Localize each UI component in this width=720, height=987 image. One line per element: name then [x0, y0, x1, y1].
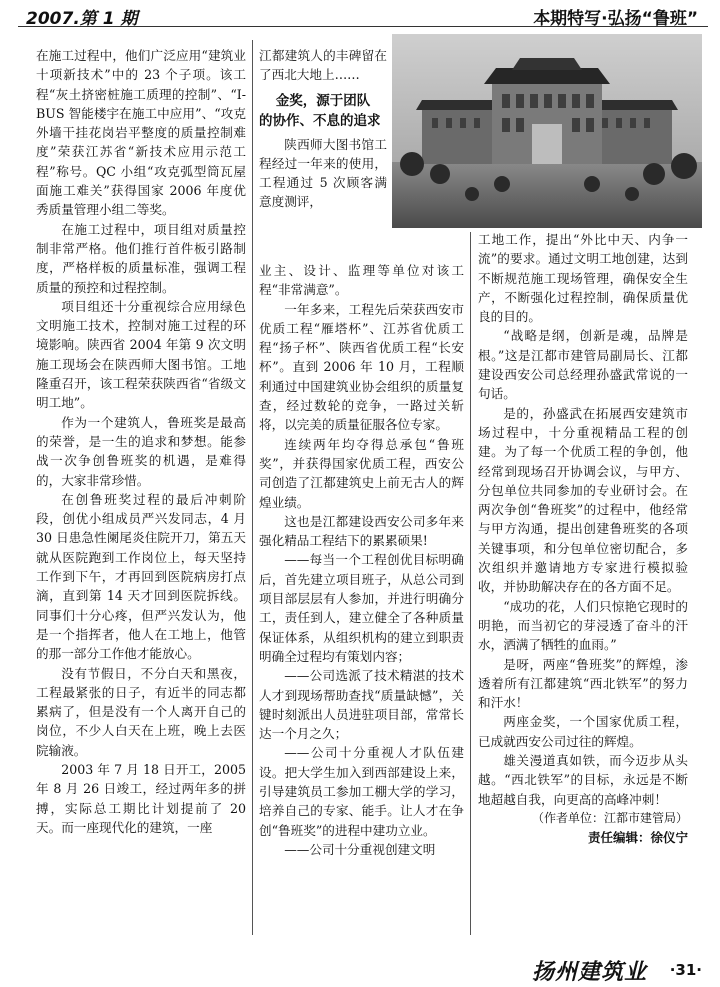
paragraph: 在施工过程中，他们广泛应用“建筑业十项新技术”中的 23 个子项。该工程“灰土挤密桩施工质理的控制”、“I- BUS 智能楼宇在施工中应用”、“攻克外墙干挂花岗岩平整度的质量控制难度”荣获江苏省“新技术应用示范工程”称号。QC 小组“攻克弧型筒瓦屋面施工难关”获得国家 2006 年度优秀质量管理小组二等奖。	[36, 48, 246, 218]
paragraph: 这也是江都建设西安公司多年来强化精品工程结下的累累硕果!	[259, 513, 464, 549]
building-photo	[392, 34, 702, 228]
paragraph: 2003 年 7 月 18 日开工，2005 年 8 月 26 日竣工，经过两年多的拼搏，实际总工期比计划提前了 20 天。而一座现代化的建筑，一座	[36, 761, 246, 835]
paragraph: 没有节假日，不分白天和黑夜，工程最紧张的日子，有近半的同志都累病了，但是没有一个人离开自己的岗位，不少人白天在上班，晚上去医院输液。	[36, 665, 246, 758]
paragraph: ——公司选派了技术精湛的技术人才到现场帮助查找“质量缺憾”，关键时刻派出人员进驻项目部，常常长达一个月之久；	[259, 668, 464, 742]
paragraph: 项目组还十分重视综合应用绿色文明施工技术，控制对施工过程的环境影响。陕西省 2004 年第 9 次文明施工现场会在陕西师大图书馆。工地隆重召开，该工程荣获陕西省“省级文明工地”。	[36, 298, 246, 411]
building-photo-illustration	[392, 34, 702, 228]
page-number: ·31·	[669, 961, 702, 979]
issue-label: 2007.第 1 期	[26, 9, 138, 29]
article-column-2	[259, 261, 464, 859]
paragraph: 连续两年均夺得总承包“鲁班奖”，并获得国家优质工程，西安公司创造了江都建筑史上前无古人的辉煌业绩。	[259, 436, 464, 510]
section-title: 本期特写·弘扬“鲁班”	[533, 9, 698, 29]
paragraph: 雄关漫道真如铁，而今迈步从头越。“西北铁军”的目标，永远是不断地超越自我，向更高的高峰冲刺！	[478, 753, 688, 807]
subheading-line: 的协作、不息的追求	[259, 112, 381, 129]
article-column-2-top	[259, 46, 387, 212]
article-column-1	[36, 46, 246, 936]
paragraph: ——每当一个工程创优目标明确后，首先建立项目班子，从总公司到项目部层层有人参加，并进行明确分工，责任到人，建立健全了各种质量保证体系，从组织机构的建立到职责明确全过程均有策划内容；	[259, 552, 464, 664]
paragraph: 作为一个建筑人，鲁班奖是最高的荣誉，是一生的追求和梦想。能参战一次争创鲁班奖的机遇，是难得的，大家非常珍惜。	[36, 414, 246, 488]
page-footer	[520, 955, 710, 983]
paragraph: 陕西师大图书馆工程经过一年来的使用，工程通过 5 次顾客满意度测评，	[259, 136, 387, 210]
paragraph: 一年多来，工程先后荣获西安市优质工程“雁塔杯”、江苏省优质工程“扬子杯”、陕西省优质工程“长安杯”。直到 2006 年 10 月，工程顺利通过中国建筑业协会组织的质量复查，经过数轮的竞争，一路过关斩将，以完美的质量征服各位专家。	[259, 301, 464, 433]
author-affiliation: （作者单位：江都市建管局）	[531, 810, 688, 825]
paragraph: ——公司十分重视创建文明	[284, 841, 436, 857]
article-column-3	[478, 230, 688, 848]
paragraph: 是的，孙盛武在拓展西安建筑市场过程中，十分重视精品工程的创建。为了每一个优质工程的争创，他经常到现场召开协调会议，与甲方、分包单位共同参加的专业研讨会。在两次争创“鲁班奖”的过程中，他经常与甲方沟通，提出创建鲁班奖的各项关键事项，和分包单位密切配合，多次组织并邀请地方专家进行模拟验收，并协助解决存在的各方面不足。	[478, 405, 688, 595]
paragraph: 江都建筑人的丰碑留在了西北大地上……	[259, 48, 387, 83]
editor-credit: 责任编辑：徐仪宁	[587, 830, 688, 846]
subheading-line: 金奖，源于团队	[275, 92, 371, 109]
subheading	[259, 91, 387, 131]
paragraph: 是呀，两座“鲁班奖”的辉煌，渗透着所有江都建筑“西北铁军”的努力和汗水！	[478, 656, 688, 711]
paragraph: “成功的花，人们只惊艳它现时的明艳，而当初它的芽浸透了奋斗的汗水，洒满了牺牲的血雨。”	[478, 598, 688, 653]
magazine-logo: 扬州建筑业	[532, 959, 648, 985]
paragraph: 工地工作，提出“外比中天、内争一流”的要求。通过文明工地创建，达到不断规范施工现场管理，确保安全生产，不断强化过程控制，确保质量优良的目的。	[478, 232, 688, 325]
paragraph: 两座金奖，一个国家优质工程，已成就西安公司过往的辉煌。	[478, 714, 688, 749]
paragraph: 在施工过程中，项目组对质量控制非常严格。他们推行首件板引路制度，严格样板的质量标准，强调工程质量的预控和过程控制。	[36, 221, 246, 295]
paragraph: ——公司十分重视人才队伍建设。把大学生加入到西部建设上来，引导建筑员工参加工棚大学的学习，培养自己的专家、能手。让人才在争创“鲁班奖”的进程中建功立业。	[259, 745, 464, 838]
paragraph: “战略是纲，创新是魂，品牌是根。”这是江都市建管局副局长、江都建设西安公司总经理孙盛武常说的一句话。	[478, 328, 688, 402]
column-divider-1	[252, 40, 253, 935]
column-divider-2	[470, 232, 471, 935]
paragraph: 在创鲁班奖过程的最后冲刺阶段，创优小组成员严兴发同志，4 月 30 日患急性阑尾炎住院开刀，第五天就从医院跑到工作岗位上，每天坚持工作到下午，才再回到医院病房打点滴，直到第 14 天才回到医院拆线。同事们十分心疼，但严兴发认为，他是一个指挥者，他人在工地上，他管的那一部分工作他才能放心。	[36, 491, 246, 662]
page-header	[18, 2, 708, 27]
paragraph: 业主、设计、监理等单位对该工程“非常满意”。	[259, 263, 464, 298]
